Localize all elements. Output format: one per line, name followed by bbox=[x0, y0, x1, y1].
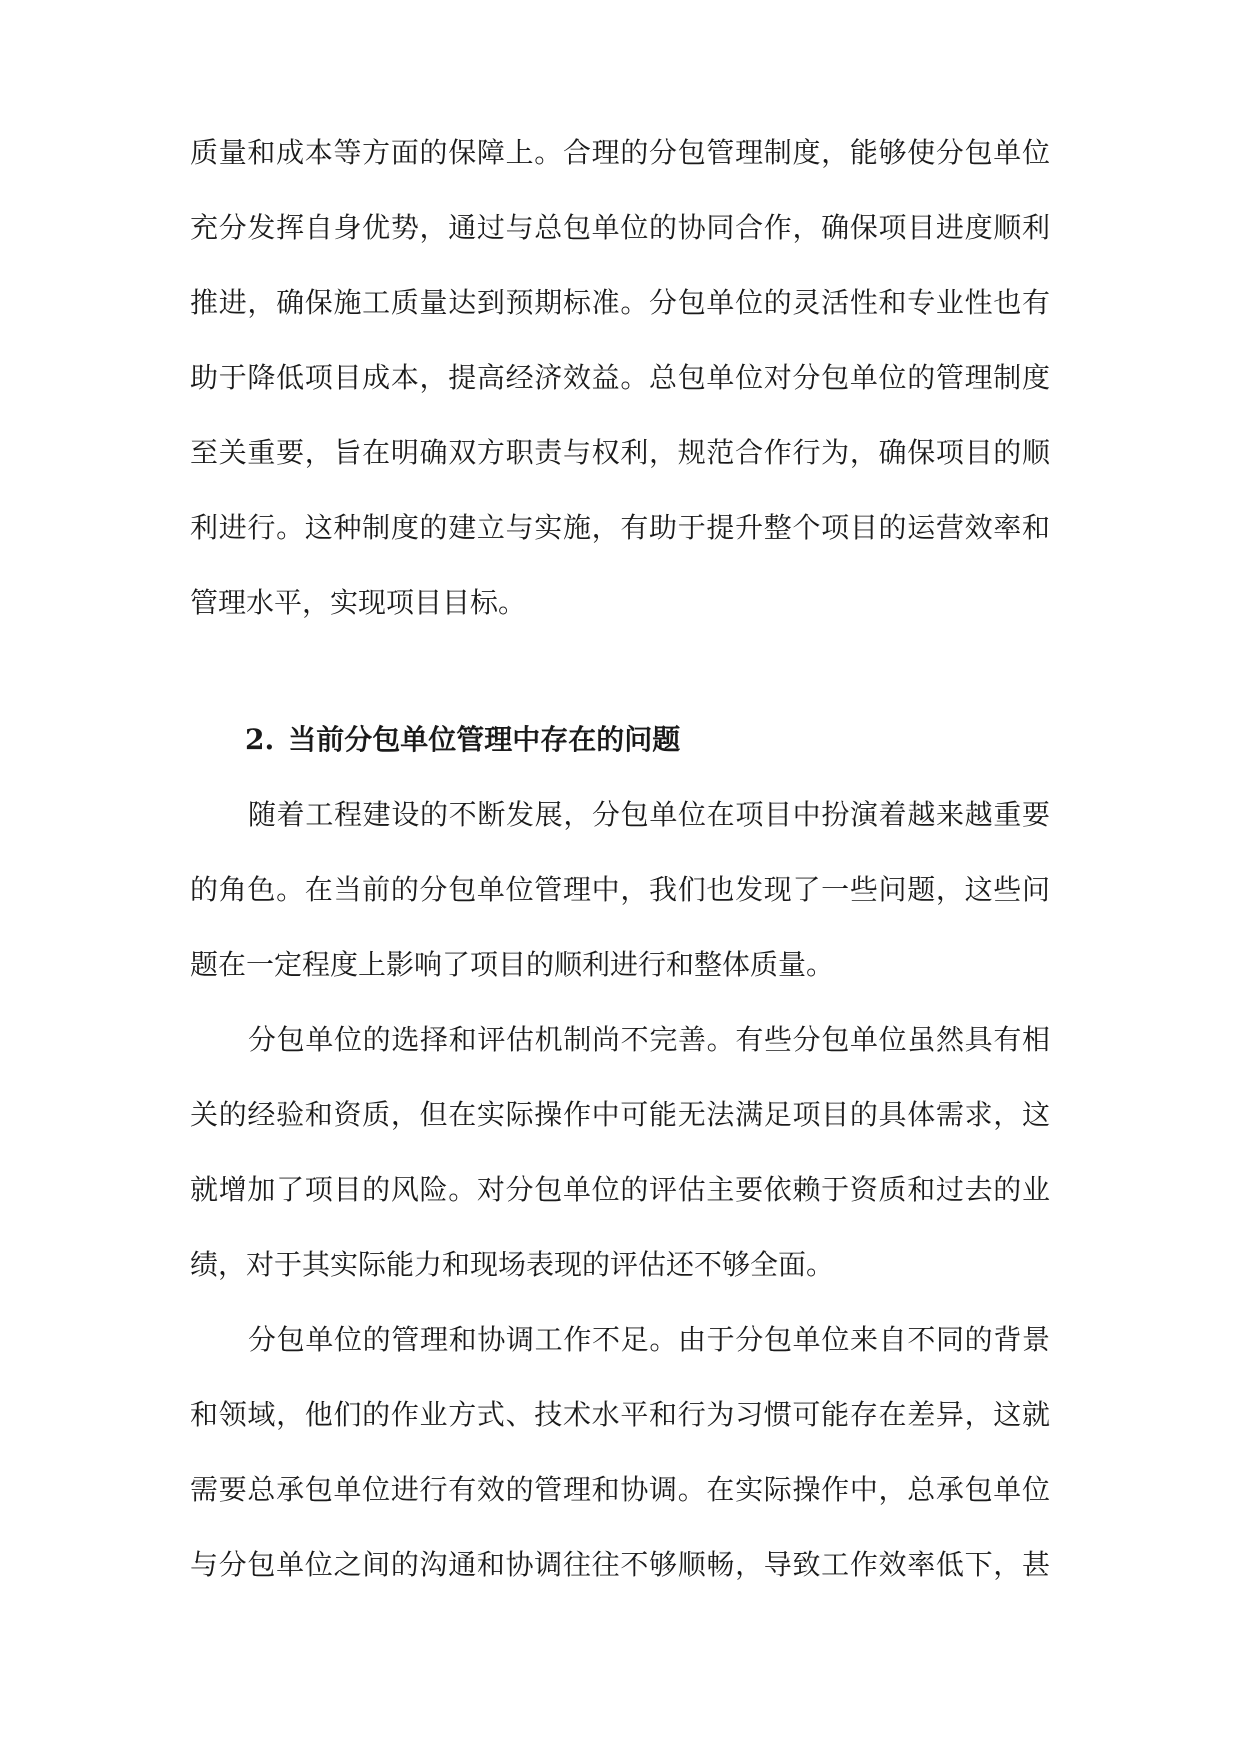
paragraph-3 bbox=[190, 1002, 1050, 1302]
paragraph-line: 和领域，他们的作业方式、技术水平和行为习惯可能存在差异，这就 bbox=[190, 1398, 1050, 1431]
paragraph-line: 充分发挥自身优势，通过与总包单位的协同合作，确保项目进度顺利 bbox=[190, 211, 1050, 244]
paragraph-line: 质量和成本等方面的保障上。合理的分包管理制度，能够使分包单位 bbox=[190, 136, 1050, 169]
paragraph-2 bbox=[190, 777, 1050, 1002]
paragraph-line: 绩，对于其实际能力和现场表现的评估还不够全面。 bbox=[190, 1248, 835, 1281]
paragraph-4 bbox=[190, 1302, 1050, 1602]
section-title: 当前分包单位管理中存在的问题 bbox=[288, 723, 681, 756]
paragraph-line: 推进，确保施工质量达到预期标准。分包单位的灵活性和专业性也有 bbox=[190, 286, 1050, 319]
paragraph-line: 的角色。在当前的分包单位管理中，我们也发现了一些问题，这些问 bbox=[190, 873, 1050, 906]
paragraph-line: 管理水平，实现项目目标。 bbox=[190, 586, 527, 619]
paragraph-line: 题在一定程度上影响了项目的顺利进行和整体质量。 bbox=[190, 948, 835, 981]
paragraph-line: 就增加了项目的风险。对分包单位的评估主要依赖于资质和过去的业 bbox=[190, 1173, 1050, 1206]
paragraph-line: 分包单位的管理和协调工作不足。由于分包单位来自不同的背景 bbox=[248, 1323, 1050, 1356]
paragraph-line: 随着工程建设的不断发展，分包单位在项目中扮演着越来越重要 bbox=[248, 798, 1050, 831]
paragraph-line: 分包单位的选择和评估机制尚不完善。有些分包单位虽然具有相 bbox=[248, 1023, 1050, 1056]
section-number: 2. bbox=[245, 723, 275, 756]
paragraph-line: 需要总承包单位进行有效的管理和协调。在实际操作中，总承包单位 bbox=[190, 1473, 1050, 1506]
paragraph-line: 关的经验和资质，但在实际操作中可能无法满足项目的具体需求，这 bbox=[190, 1098, 1050, 1131]
paragraph-line: 与分包单位之间的沟通和协调往往不够顺畅，导致工作效率低下，甚 bbox=[190, 1548, 1050, 1581]
paragraph-line: 至关重要，旨在明确双方职责与权利，规范合作行为，确保项目的顺 bbox=[190, 436, 1050, 469]
paragraph-1 bbox=[190, 115, 1050, 640]
paragraph-line: 助于降低项目成本，提高经济效益。总包单位对分包单位的管理制度 bbox=[190, 361, 1050, 394]
paragraph-line: 利进行。这种制度的建立与实施，有助于提升整个项目的运营效率和 bbox=[190, 511, 1050, 544]
section-heading bbox=[245, 702, 680, 777]
